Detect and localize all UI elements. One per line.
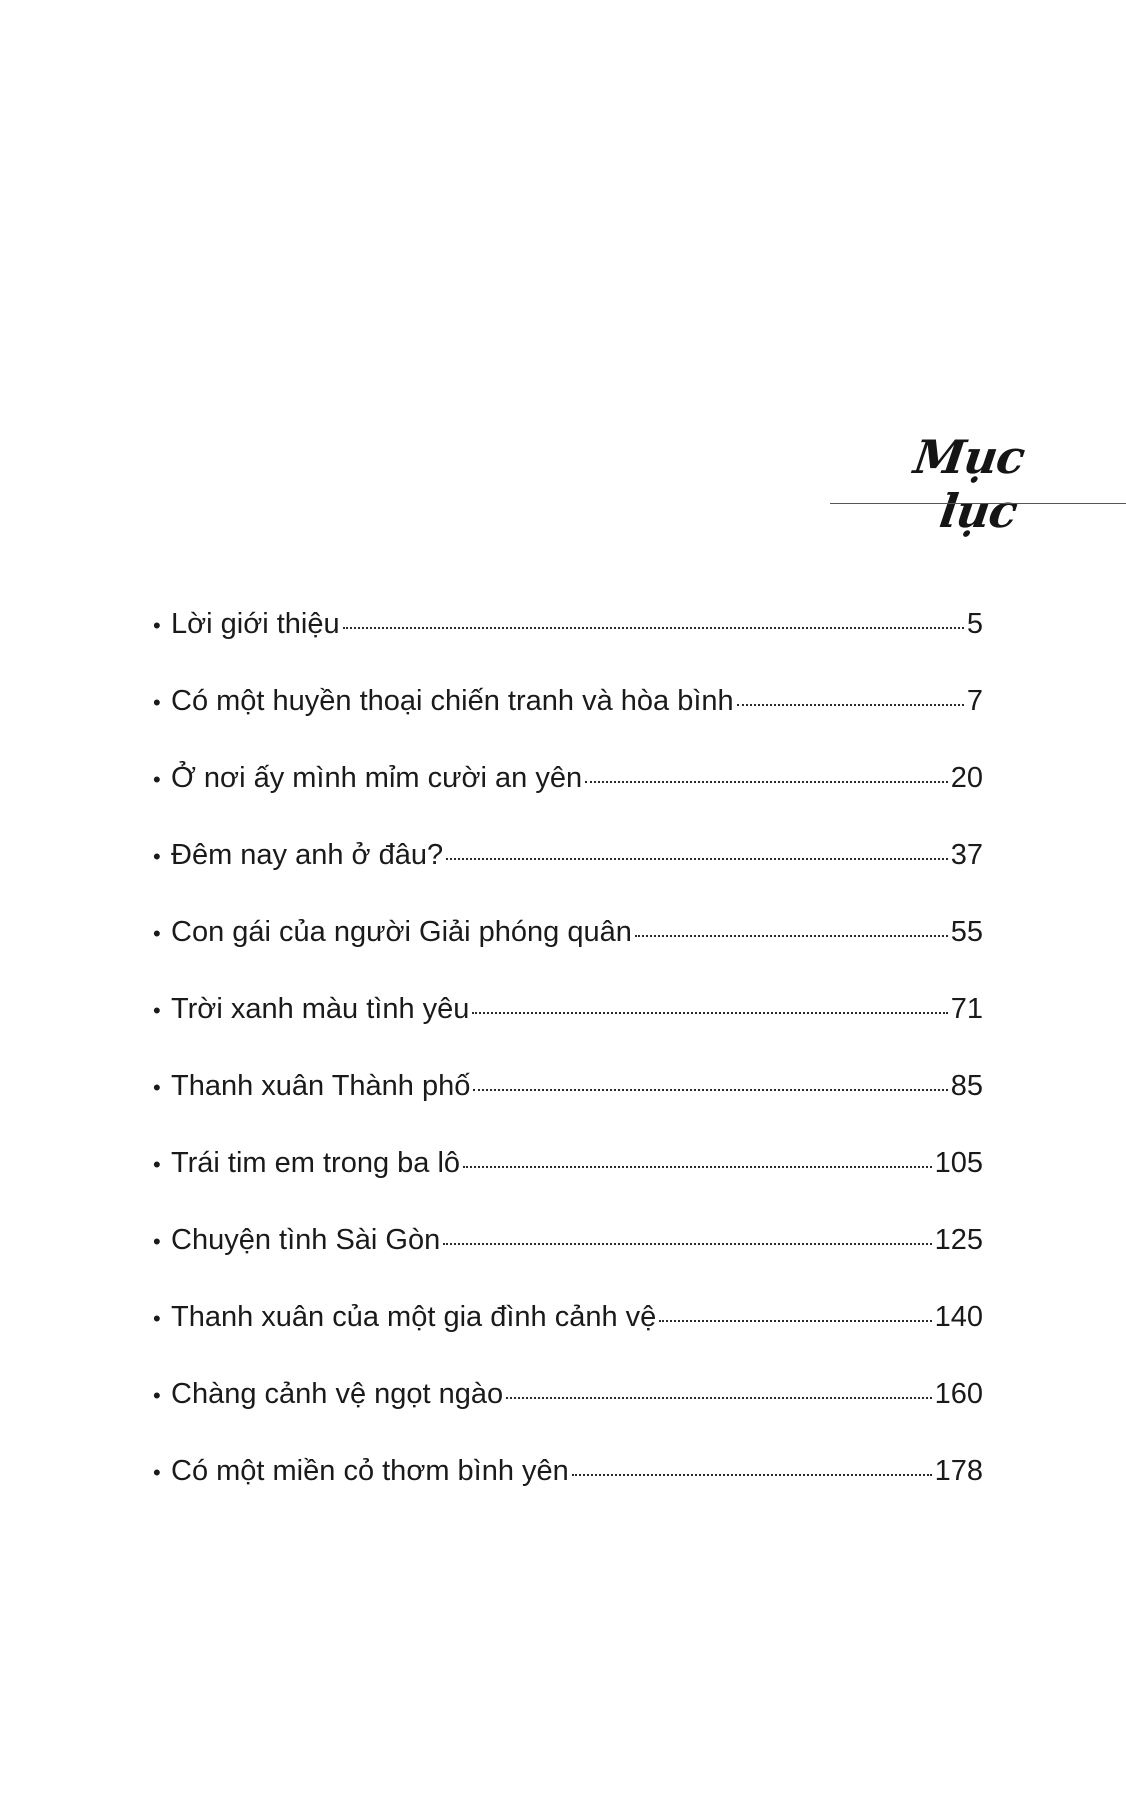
page-number: 55 (950, 916, 983, 948)
dot-leader (737, 704, 964, 706)
entry-title: Chàng cảnh vệ ngọt ngào (171, 1378, 504, 1410)
entry-title: Trái tim em trong ba lô (171, 1147, 461, 1179)
bullet-icon: • (153, 1460, 161, 1485)
page-number: 71 (950, 993, 983, 1025)
bullet-icon: • (153, 1306, 161, 1331)
entry-title: Trời xanh màu tình yêu (171, 993, 470, 1025)
page-number: 178 (934, 1455, 983, 1487)
entry-title: Thanh xuân của một gia đình cảnh vệ (171, 1301, 657, 1333)
entry-title: Chuyện tình Sài Gòn (171, 1224, 441, 1256)
page-number: 140 (934, 1301, 983, 1333)
dot-leader (585, 781, 948, 783)
dot-leader (463, 1166, 932, 1168)
bullet-icon: • (153, 1152, 161, 1177)
dot-leader (472, 1012, 947, 1014)
dot-leader (443, 1243, 931, 1245)
page-number: 20 (950, 762, 983, 794)
entry-title: Ở nơi ấy mình mỉm cười an yên (171, 762, 583, 794)
page-number: 37 (950, 839, 983, 871)
toc-entry (153, 1288, 983, 1365)
bullet-icon: • (153, 767, 161, 792)
toc-entry (153, 1134, 983, 1211)
dot-leader (506, 1397, 931, 1399)
bullet-icon: • (153, 690, 161, 715)
heading-underline (830, 503, 1126, 504)
entry-title: Thanh xuân Thành phố (171, 1070, 471, 1102)
toc-entry (153, 1211, 983, 1288)
page-number: 105 (934, 1147, 983, 1179)
dot-leader (473, 1089, 947, 1091)
entry-title: Đêm nay anh ở đâu? (171, 839, 444, 871)
dot-leader (572, 1474, 932, 1476)
dot-leader (343, 627, 964, 629)
toc-entry (153, 749, 983, 826)
toc-entry (153, 595, 983, 672)
toc-entry (153, 1365, 983, 1442)
dot-leader (635, 935, 948, 937)
toc-heading: Mục lục (910, 430, 1028, 538)
page-number: 160 (934, 1378, 983, 1410)
toc-entry (153, 980, 983, 1057)
bullet-icon: • (153, 1075, 161, 1100)
toc-list (153, 595, 983, 1519)
dot-leader (446, 858, 948, 860)
toc-entry (153, 1442, 983, 1519)
entry-title: Con gái của người Giải phóng quân (171, 916, 632, 948)
bullet-icon: • (153, 1229, 161, 1254)
dot-leader (659, 1320, 931, 1322)
entry-title: Có một huyền thoại chiến tranh và hòa bình (171, 685, 734, 717)
toc-entry (153, 826, 983, 903)
page-number: 125 (934, 1224, 983, 1256)
bullet-icon: • (153, 844, 161, 869)
entry-title: Có một miền cỏ thơm bình yên (171, 1455, 569, 1487)
bullet-icon: • (153, 1383, 161, 1408)
page-number: 7 (966, 685, 983, 717)
page-number: 5 (966, 608, 983, 640)
entry-title: Lời giới thiệu (171, 608, 340, 640)
toc-entry (153, 672, 983, 749)
bullet-icon: • (153, 921, 161, 946)
toc-entry (153, 903, 983, 980)
page-number: 85 (950, 1070, 983, 1102)
toc-entry (153, 1057, 983, 1134)
bullet-icon: • (153, 998, 161, 1023)
bullet-icon: • (153, 613, 161, 638)
